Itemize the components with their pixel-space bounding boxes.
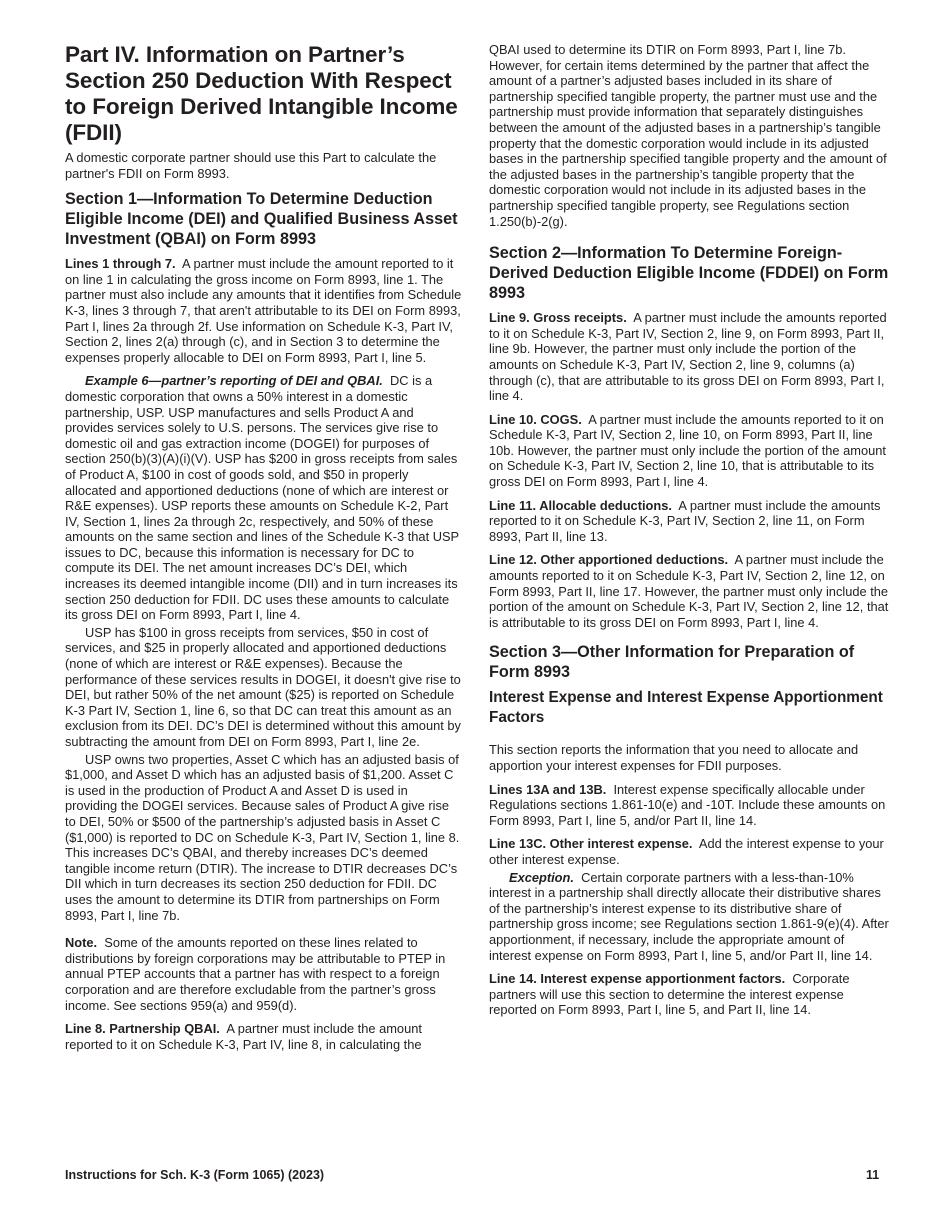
lines-13a-13b-lead: Lines 13A and 13B. — [489, 781, 607, 797]
line-13c-body: Add the interest expense to your other interest expense. — [489, 836, 884, 867]
line-10-paragraph — [489, 412, 889, 490]
section1-heading: Section 1—Information To Determine Deduction Eligible Income (DEI) and Qualified Business Asset Investment (QBAI) on Form 8993 — [65, 190, 458, 249]
section3-intro: This section reports the information that you need to allocate and apportion your interest expenses for FDII purposes. — [489, 742, 859, 773]
lines-1-7-paragraph — [65, 256, 463, 365]
line-9-body: A partner must include the amounts reported to it on Schedule K-3, Part IV, Section 2, line 9, on Form 8993, Part II, line 9b. However, the partner must only include the portion of the amounts on Schedule K-3, Part IV, Section 2, line 9, columns (a) through (c), that are attributable to its gross DEI on Form 8993, Part I, line 4. — [489, 310, 887, 404]
line-14-lead: Line 14. Interest expense apportionment factors. — [489, 971, 786, 987]
note-paragraph — [65, 935, 463, 1013]
line-9-paragraph — [489, 310, 889, 404]
line-14-body: Corporate partners will use this section to determine the interest expense reported on Form 8993, Part I, line 5, and Part II, line 14. — [489, 971, 850, 1018]
exception-lead: Exception. — [509, 869, 574, 885]
lines-1-7-lead: Lines 1 through 7. — [65, 256, 176, 272]
line-13c-lead: Line 13C. Other interest expense. — [489, 836, 693, 852]
usp-services-paragraph: USP has $100 in gross receipts from services, $50 in cost of services, and $25 in properly allocated and apportioned deductions (none of which are interest or R&E expenses). Because the performance of these services results in DOGEI, it doesn't give rise to DEI, but rather 50% of the net amount ($25) is reported on Schedule K-3 Part IV, Section 1, line 6, so that DC can treat this amount as an exclusion from its DEI. DC’s DEI is determined without this amount by subtracting the amount from DEI on Form 8993, Part I, line 2e. — [65, 624, 461, 749]
line-9-lead: Line 9. Gross receipts. — [489, 310, 627, 326]
line-8-lead: Line 8. Partnership QBAI. — [65, 1021, 220, 1037]
line-12-body: A partner must include the amounts reported to it on Schedule K-3, Part IV, Section 2, line 12, on Form 8993, Part II, line 17. However, the partner must only include the portion of the amount on Schedule K-3, Part IV, Section 2, line 12, that is attributable to its gross DEI on Form 8993, Part I, line 4. — [489, 552, 889, 630]
line-12-lead: Line 12. Other apportioned deductions. — [489, 552, 729, 568]
part-intro: A domestic corporate partner should use this Part to calculate the partner's FDII on Form 8993. — [65, 150, 437, 181]
exception-body: Certain corporate partners with a less-than-10% interest in a partnership shall directly allocate their distributive shares of the partnership’s interest expense to its distributive share of partnership gross income; see Regulations section 1.861-9(e)(4). After apportionment, if necessary, include the appropriate amount of interest expense on Form 8993, Part I, line 5, and/or Part II, line 14. — [489, 869, 889, 963]
line-8-paragraph — [65, 1021, 463, 1052]
line-8-body: A partner must include the amount reported to it on Schedule K-3, Part IV, line 8, in calculating the — [65, 1021, 422, 1052]
footer-document-title: Instructions for Sch. K-3 (Form 1065) (2023) — [65, 1168, 325, 1182]
section3-heading: Section 3—Other Information for Preparation of Form 8993 — [489, 643, 855, 682]
interest-expense-heading: Interest Expense and Interest Expense Apportionment Factors — [489, 689, 883, 726]
lines-13a-13b-paragraph — [489, 782, 889, 829]
line-10-body: A partner must include the amounts reported to it on Schedule K-3, Part IV, Section 2, line 10, on Form 8993, Part II, line 10b. However, the partner must only include the portion of the amount on Schedule K-3, Part IV, Section 2, line 10, that is attributable to its gross DEI on Form 8993, Part I, line 4. — [489, 411, 886, 490]
usp-properties-paragraph: USP owns two properties, Asset C which has an adjusted basis of $1,000, and Asset D which has an adjusted basis of $1,200. Asset C is used in the production of Product A and Asset D is used in providing the DOGEI services. Because sales of Product A give rise to DEI, 50% or $500 of the partnership’s adjusted basis in Asset C ($1,000) is reported to DC on Schedule K-3, Part IV, Section 1, line 8. This increases DC’s QBAI, and thereby increases DC’s deemed tangible income return (DTIR). The increase to DTIR decreases DC’s DII which in turn decreases its section 250 deduction for FDII. DC uses the amount to determine its DTIR from partnerships on Form 8993, Part I, line 7b. — [65, 751, 460, 923]
line-11-paragraph — [489, 498, 889, 545]
line-8-continuation: QBAI used to determine its DTIR on Form 8993, Part I, line 7b. However, for certain items determined by the partner that affect the amount of a partner’s adjusted bases included in its share of partnership specified tangible property, the partner must use and the partnership must provide information that separately distinguishes between the amount of the adjusted bases in a partnership’s tangible property that the domestic corporation would include in its adjusted bases in the partnership specified tangible property and the amount of the adjusted bases in the partnership’s tangible property that the domestic corporation would not include in its adjusted bases in the partnership specified tangible property, see Regulations section 1.250(b)-2(g). — [489, 42, 887, 229]
example-6-paragraph — [65, 373, 463, 623]
note-body: Some of the amounts reported on these lines related to distributions by foreign corporations may be attributable to PTEP in annual PTEP accounts that a partner has with respect to a foreign corporation and are therefore excludable from the partner’s gross income. See sections 959(a) and 959(d). — [65, 935, 446, 1013]
line-12-paragraph — [489, 552, 889, 630]
note-lead: Note. — [65, 935, 98, 951]
page-title: Part IV. Information on Partner’s Section 250 Deduction With Respect to Foreign Derived Intangible Income (FDII) — [65, 42, 458, 145]
line-13c-paragraph — [489, 836, 889, 867]
line-11-lead: Line 11. Allocable deductions. — [489, 497, 672, 513]
lines-1-7-body: A partner must include the amount reported to it on line 1 in calculating the gross income on Form 8993, line 1. The partner must also include any amounts that it identifies from Schedule K-3, lines 3 through 7, that aren't attributable to its DEI on Form 8993, Part I, lines 2a through 2f. Use information on Schedule K-3, Part IV, Section 2, lines 2(a) through (c), and in Section 3 to determine the expenses properly allocable to DEI on Form 8993, Part I, line 5. — [65, 256, 462, 365]
footer-page-number: 11 — [866, 1168, 880, 1182]
example-6-body: DC is a domestic corporation that owns a 50% interest in a domestic partnership, USP. USP manufactures and sells Product A and provides services solely to U.S. persons. The services give rise to domestic oil and gas extraction income (DOGEI) for purposes of section 250(b)(3)(A)(i)(V). USP has $200 in gross receipts from sales of Product A, $100 in cost of goods sold, and $50 in properly allocated and apportioned deductions (none of which are interest or R&E expenses). USP reports these amounts on Schedule K-2, Part IV, Section 1, lines 2a through 2c, respectively, and 50% of these amounts on the same section and lines of the Schedule K-3 that USP issues to DC, because this information is necessary for DC to compute its DEI. The net amount increases DC’s DEI, which increases its deemed intangible income (DII) and in turn increases its section 250 deduction for FDII. DC uses these amounts to calculate its gross DEI on Form 8993, Part I, line 4. — [65, 373, 459, 623]
example-6-lead: Example 6—partner’s reporting of DEI and QBAI. — [85, 373, 383, 389]
left-column — [65, 42, 463, 1060]
right-column — [489, 42, 889, 1026]
section2-heading: Section 2—Information To Determine Foreign-Derived Deduction Eligible Income (FDDEI) on Form 8993 — [489, 244, 889, 303]
lines-13a-13b-body: Interest expense specifically allocable under Regulations sections 1.861-10(e) and -10T. Include these amounts on Form 8993, Part I, line 5, and/or Part II, line 14. — [489, 781, 886, 828]
exception-paragraph — [489, 870, 889, 964]
line-14-paragraph — [489, 971, 889, 1018]
line-11-body: A partner must include the amounts reported to it on Schedule K-3, Part IV, Section 2, line 11, on Form 8993, Part II, line 13. — [489, 497, 881, 544]
line-10-lead: Line 10. COGS. — [489, 411, 582, 427]
